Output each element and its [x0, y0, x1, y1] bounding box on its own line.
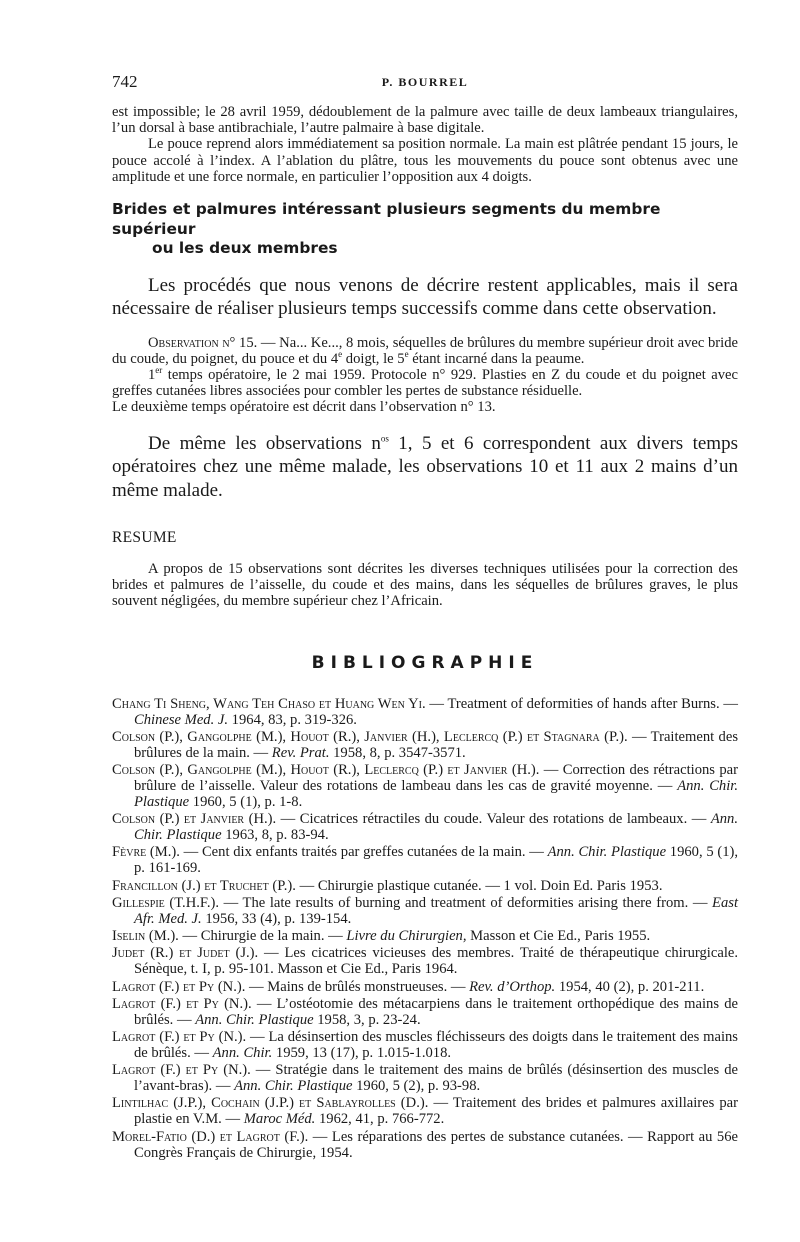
- intro-paragraph: Le pouce reprend alors immédiatement sa position normale. La main est plâtrée pendant 15 jours, le pouce accolé à l’index. A l’ablation du plâtre, tous les mouvements du pouce sont obtenus avec une amplitude et une force normale, en particulier l’opposition aux 4 doigts.: [112, 136, 738, 185]
- reference-text: — The late results of burning and treatment of deformities arising there from. —: [219, 894, 713, 911]
- superscript: er: [155, 365, 163, 376]
- reference-authors: Lagrot (F.) et Py (N.).: [112, 978, 246, 995]
- section-heading-line: ou les deux membres: [152, 239, 338, 258]
- section-heading-line: Brides et palmures intéressant plusieurs segments du membre supérieur: [112, 200, 661, 238]
- reference-entry: [112, 980, 738, 996]
- reference-authors: Gillespie (T.H.F.).: [112, 894, 219, 911]
- reference-journal: Chinese Med. J.: [134, 711, 229, 728]
- reference-entry: [112, 697, 738, 729]
- reference-entry: [112, 730, 738, 762]
- reference-details: 1959, 13 (17), p. 1.015-1.018.: [272, 1044, 452, 1061]
- reference-authors: Colson (P.), Gangolphe (M.), Houot (R.), Leclercq (P.) et Janvier (H.).: [112, 762, 540, 779]
- reference-entry: [112, 845, 738, 877]
- running-head: P. BOURREL: [381, 75, 469, 89]
- reference-journal: Ann. Chir. Plastique: [234, 1078, 353, 1095]
- reference-entry: [112, 879, 738, 895]
- superscript: os: [380, 433, 389, 444]
- reference-journal: Ann. Chir. Plastique: [134, 777, 738, 810]
- reference-authors: Colson (P.), Gangolphe (M.), Houot (R.), Janvier (H.), Leclercq (P.) et Stagnara (P.).: [112, 728, 628, 745]
- reference-text: — Traitement des brûlures de la main. —: [134, 728, 738, 761]
- body-paragraph-large: Les procédés que nous venons de décrire restent applicables, mais il sera nécessaire de réaliser plusieurs temps successifs comme dans cette observation.: [112, 274, 738, 320]
- observation-paragraph: [112, 335, 738, 367]
- reference-entry: [112, 1096, 738, 1128]
- resume-heading: RESUME: [112, 529, 177, 547]
- reference-details: 1963, 8, p. 83-94.: [221, 827, 329, 844]
- reference-details: Masson et Cie Ed., Paris 1955.: [466, 928, 651, 945]
- reference-text: — Cent dix enfants traités par greffes cutanées de la main. —: [179, 844, 548, 861]
- reference-text: — Mains de brûlés monstrueuses. —: [245, 978, 470, 995]
- observation-text: étant incarné dans la peaume.: [408, 350, 585, 367]
- reference-text: — L’ostéotomie des métacarpiens dans le traitement orthopédique des mains de brûlés. —: [134, 995, 738, 1028]
- reference-authors: Morel-Fatio (D.) et Lagrot (F.).: [112, 1128, 309, 1145]
- reference-authors: Lagrot (F.) et Py (N.).: [112, 1029, 247, 1046]
- reference-journal: Rev. d’Orthop.: [469, 978, 556, 995]
- observation-paragraph: [112, 367, 738, 399]
- page-number: 742: [112, 72, 138, 91]
- reference-details: 1960, 5 (1), p. 1-8.: [189, 793, 303, 810]
- reference-authors: Fèvre (M.).: [112, 844, 180, 861]
- reference-text: — Les cicatrices vicieuses des membres. Traité de thérapeutique chirurgicale. Sénèque, t. I, p. 95-101. Masson et Cie Ed., Paris 1964.: [134, 945, 738, 978]
- reference-entry: [112, 929, 738, 945]
- reference-entry: [112, 997, 738, 1029]
- paragraph-text: 1, 5 et 6 correspondent aux divers temps opératoires chez une même malade, les observations 10 et 11 aux 2 mains d’un même malade.: [112, 432, 738, 501]
- reference-text: — Chirurgie plastique cutanée. — 1 vol. Doin Ed. Paris 1953.: [295, 877, 663, 894]
- observation-text: — Na... Ke..., 8 mois, séquelles de brûlures du membre supérieur droit avec bride du coude, du poignet, du pouce et du 4: [112, 334, 738, 367]
- reference-details: 1960, 5 (1), p. 161-169.: [134, 844, 738, 877]
- reference-text: — Stratégie dans le traitement des mains de brûlés (désinsertion des muscles de l’avant-bras). —: [134, 1062, 738, 1095]
- reference-details: 1958, 3, p. 23-24.: [313, 1011, 421, 1028]
- reference-list: [112, 697, 738, 1162]
- reference-details: 1954, 40 (2), p. 201-211.: [555, 978, 705, 995]
- reference-journal: Maroc Méd.: [243, 1111, 316, 1128]
- reference-journal: Ann. Chir. Plastique: [547, 844, 667, 861]
- reference-journal: Ann. Chir. Plastique: [195, 1011, 314, 1028]
- reference-entry: [112, 1130, 738, 1162]
- observation-paragraph: Le deuxième temps opératoire est décrit dans l’observation n° 13.: [112, 399, 496, 416]
- reference-journal: Rev. Prat.: [271, 744, 330, 761]
- observation-text: doigt, le 5: [342, 350, 405, 367]
- reference-authors: Iselin (M.).: [112, 928, 179, 945]
- reference-authors: Lagrot (F.) et Py (N.).: [112, 1062, 251, 1079]
- reference-text: — Treatment of deformities of hands after Burns. —: [425, 695, 738, 712]
- reference-entry: [112, 763, 738, 811]
- superscript: e: [338, 348, 343, 359]
- reference-text: — Traitement des brides et palmures axillaires par plastie en V.M. —: [134, 1095, 738, 1128]
- observation-text: 1: [148, 366, 156, 383]
- reference-authors: Chang Ti Sheng, Wang Teh Chaso et Huang Wen Yi.: [112, 695, 426, 712]
- observation-label: Observation n° 15.: [148, 334, 258, 351]
- reference-authors: Lagrot (F.) et Py (N.).: [112, 995, 252, 1012]
- reference-text: — La désinsertion des muscles fléchisseurs des doigts dans le traitement des mains de brûlés. —: [134, 1029, 738, 1061]
- reference-entry: [112, 812, 738, 844]
- page-header: [112, 72, 738, 94]
- reference-journal: East Afr. Med. J.: [134, 894, 738, 927]
- reference-journal: Ann. Chir. Plastique: [134, 811, 738, 844]
- reference-text: — Correction des rétractions par brûlure de l’aisselle. Valeur des rotations de lambeau dans les cas de gravité moyenne. —: [134, 762, 738, 794]
- reference-details: 1956, 33 (4), p. 139-154.: [201, 910, 352, 927]
- reference-details: 1960, 5 (2), p. 93-98.: [352, 1078, 481, 1095]
- bibliography-heading: BIBLIOGRAPHIE: [311, 652, 539, 673]
- resume-paragraph: A propos de 15 observations sont décrites les diverses techniques utilisées pour la correction des brides et palmures de l’aisselle, du coude et des mains, dans les séquelles de brûlures graves, le plus souvent négligées, du membre supérieur chez l’Africain.: [112, 561, 738, 610]
- reference-entry: [112, 1063, 738, 1095]
- reference-details: 1962, 41, p. 766-772.: [315, 1111, 445, 1128]
- reference-text: — Les réparations des pertes de substance cutanées. — Rapport au 56e Congrès Français de Chirurgie, 1954.: [134, 1128, 738, 1161]
- reference-journal: Livre du Chirurgien,: [346, 928, 467, 945]
- reference-authors: Francillon (J.) et Truchet (P.).: [112, 877, 296, 894]
- body-paragraph-large: [112, 432, 738, 503]
- superscript: e: [404, 348, 409, 359]
- intro-paragraph: est impossible; le 28 avril 1959, dédoublement de la palmure avec taille de deux lambeaux triangulaires, l’un dorsal à base antibrachiale, l’autre palmaire à base digitale.: [112, 104, 738, 137]
- reference-authors: Lintilhac (J.P.), Cochain (J.P.) et Sablayrolles (D.).: [112, 1095, 429, 1112]
- reference-details: 1964, 83, p. 319-326.: [228, 711, 357, 728]
- reference-authors: Judet (R.) et Judet (J.).: [112, 945, 259, 962]
- article-body: [112, 104, 738, 1163]
- section-heading: [112, 200, 738, 259]
- reference-entry: [112, 1030, 738, 1062]
- reference-entry: [112, 896, 738, 928]
- reference-details: 1958, 8, p. 3547-3571.: [329, 744, 466, 761]
- reference-text: — Chirurgie de la main. —: [178, 928, 347, 945]
- paragraph-text: De même les observations n: [148, 432, 381, 454]
- reference-entry: [112, 946, 738, 978]
- reference-authors: Colson (P.) et Janvier (H.).: [112, 811, 277, 828]
- reference-journal: Ann. Chir.: [212, 1044, 273, 1061]
- reference-text: — Cicatrices rétractiles du coude. Valeur des rotations de lambeaux. —: [276, 811, 711, 828]
- observation-text: temps opératoire, le 2 mai 1959. Protocole n° 929. Plasties en Z du coude et du poignet avec greffes cutanées libres associées pour combler les pertes de substance résiduelle.: [112, 366, 738, 400]
